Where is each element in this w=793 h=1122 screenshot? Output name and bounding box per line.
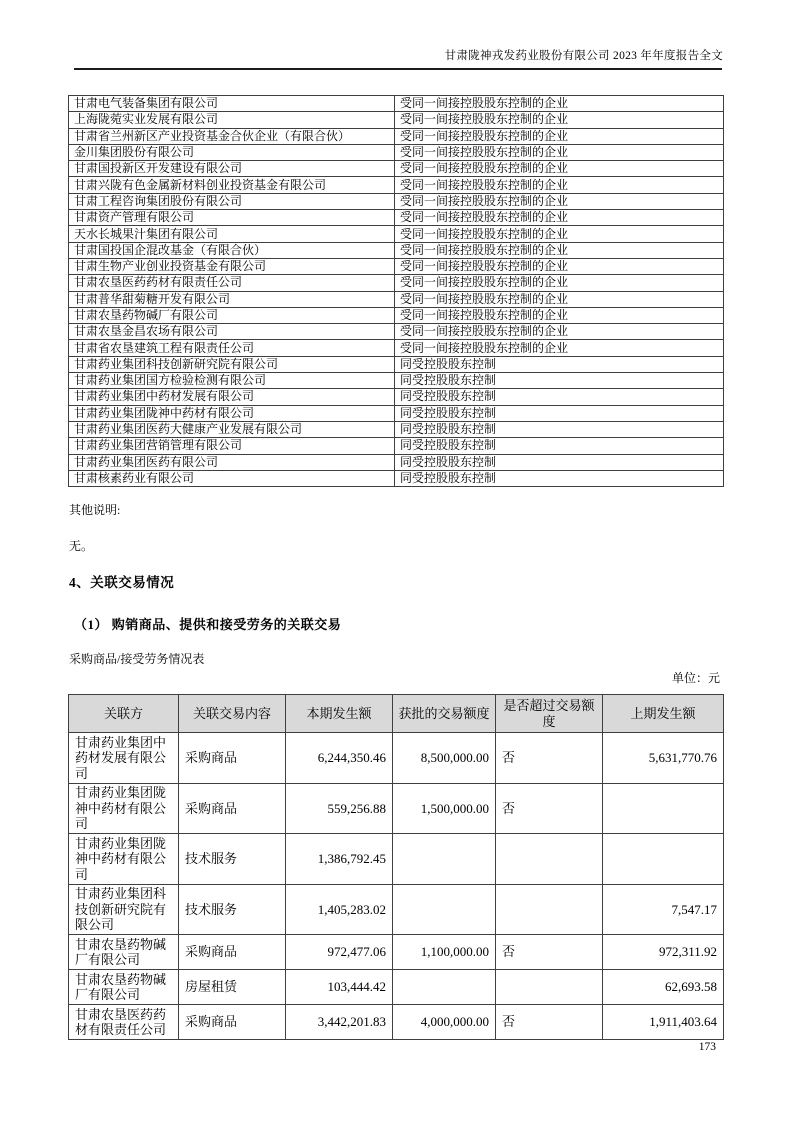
- related-party-name: 甘肃药业集团科技创新研究院有限公司: [69, 356, 395, 372]
- relationship-type: 同受控股股东控制: [395, 389, 724, 405]
- transaction-content: 技术服务: [179, 884, 286, 935]
- col-approved-limit: 获批的交易额度: [393, 695, 496, 733]
- section-heading: 4、关联交易情况: [69, 575, 175, 590]
- related-party-name: 甘肃工程咨询集团股份有限公司: [69, 193, 395, 209]
- exceeds-limit-flag: 否: [496, 783, 603, 834]
- unit-label: 单位：元: [671, 671, 720, 685]
- related-party-name: 甘肃药业集团医药大健康产业发展有限公司: [69, 421, 395, 437]
- relationship-type: 受同一间接控股股东控制的企业: [395, 96, 724, 112]
- transaction-content: 采购商品: [179, 783, 286, 834]
- related-party-name: 上海陇菀实业发展有限公司: [69, 112, 395, 128]
- table-row: [69, 935, 724, 970]
- other-notes-value: 无。: [69, 539, 94, 553]
- transaction-content: 采购商品: [179, 935, 286, 970]
- current-period-amount: 559,256.88: [286, 783, 393, 834]
- relationship-type: 受同一间接控股股东控制的企业: [395, 161, 724, 177]
- related-party-name: 甘肃农垦医药药材有限责任公司: [69, 1005, 179, 1040]
- relationship-type: 同受控股股东控制: [395, 421, 724, 437]
- table-row: [69, 438, 724, 454]
- relationship-type: 同受控股股东控制: [395, 356, 724, 372]
- relationship-type: 同受控股股东控制: [395, 405, 724, 421]
- related-party-name: 甘肃药业集团医药有限公司: [69, 454, 395, 470]
- related-party-name: 甘肃省兰州新区产业投资基金合伙企业（有限合伙）: [69, 128, 395, 144]
- current-period-amount: 6,244,350.46: [286, 733, 393, 784]
- table-row: [69, 210, 724, 226]
- table-row: [69, 144, 724, 160]
- transactions-header-row: [69, 695, 724, 733]
- related-party-name: 甘肃资产管理有限公司: [69, 210, 395, 226]
- related-party-name: 甘肃药业集团营销管理有限公司: [69, 438, 395, 454]
- related-party-name: 甘肃电气装备集团有限公司: [69, 96, 395, 112]
- related-party-name: 天水长城果汁集团有限公司: [69, 226, 395, 242]
- table-row: [69, 96, 724, 112]
- table-row: [69, 307, 724, 323]
- exceeds-limit-flag: 否: [496, 733, 603, 784]
- relationship-type: 受同一间接控股股东控制的企业: [395, 177, 724, 193]
- relationship-type: 受同一间接控股股东控制的企业: [395, 291, 724, 307]
- transaction-content: 房屋租赁: [179, 970, 286, 1005]
- relationship-type: 同受控股股东控制: [395, 470, 724, 486]
- table-row: [69, 373, 724, 389]
- prior-period-amount: [603, 783, 724, 834]
- page-number: 173: [698, 1041, 716, 1053]
- exceeds-limit-flag: 否: [496, 1005, 603, 1040]
- table-row: [69, 884, 724, 935]
- col-exceeds-limit: 是否超过交易额度: [496, 695, 603, 733]
- prior-period-amount: 5,631,770.76: [603, 733, 724, 784]
- table-row: [69, 733, 724, 784]
- current-period-amount: 972,477.06: [286, 935, 393, 970]
- transactions-table-head: [69, 695, 724, 733]
- approved-limit: [393, 834, 496, 885]
- related-party-name: 甘肃普华甜菊糖开发有限公司: [69, 291, 395, 307]
- current-period-amount: 3,442,201.83: [286, 1005, 393, 1040]
- prior-period-amount: 1,911,403.64: [603, 1005, 724, 1040]
- related-party-name: 甘肃兴陇有色金属新材料创业投资基金有限公司: [69, 177, 395, 193]
- header-rule: [74, 68, 722, 70]
- transactions-table-caption: 采购商品/接受劳务情况表: [69, 652, 205, 666]
- relationship-type: 受同一间接控股股东控制的企业: [395, 144, 724, 160]
- related-party-name: 甘肃国投新区开发建设有限公司: [69, 161, 395, 177]
- col-current-amount: 本期发生额: [286, 695, 393, 733]
- prior-period-amount: 972,311.92: [603, 935, 724, 970]
- related-party-name: 甘肃农垦药物碱厂有限公司: [69, 970, 179, 1005]
- table-row: [69, 226, 724, 242]
- relationship-type: 受同一间接控股股东控制的企业: [395, 307, 724, 323]
- table-row: [69, 405, 724, 421]
- table-row: [69, 356, 724, 372]
- prior-period-amount: 7,547.17: [603, 884, 724, 935]
- table-row: [69, 258, 724, 274]
- transaction-content: 采购商品: [179, 733, 286, 784]
- approved-limit: 1,100,000.00: [393, 935, 496, 970]
- related-party-name: 甘肃药业集团中药材发展有限公司: [69, 389, 395, 405]
- table-row: [69, 291, 724, 307]
- transaction-content: 技术服务: [179, 834, 286, 885]
- relationship-type: 同受控股股东控制: [395, 438, 724, 454]
- approved-limit: 4,000,000.00: [393, 1005, 496, 1040]
- table-row: [69, 275, 724, 291]
- other-notes-label: 其他说明:: [69, 503, 121, 517]
- exceeds-limit-flag: [496, 970, 603, 1005]
- relationship-type: 受同一间接控股股东控制的企业: [395, 193, 724, 209]
- table-row: [69, 454, 724, 470]
- related-party-name: 甘肃药业集团中药材发展有限公司: [69, 733, 179, 784]
- section-subheading: （1） 购销商品、提供和接受劳务的关联交易: [74, 617, 342, 632]
- table-row: [69, 389, 724, 405]
- related-party-name: 甘肃药业集团科技创新研究院有限公司: [69, 884, 179, 935]
- approved-limit: [393, 970, 496, 1005]
- table-row: [69, 470, 724, 486]
- related-parties-table: [68, 95, 724, 487]
- table-row: [69, 324, 724, 340]
- approved-limit: 1,500,000.00: [393, 783, 496, 834]
- related-party-name: 甘肃农垦药物碱厂有限公司: [69, 935, 179, 970]
- page-header-title: 甘肃陇神戎发药业股份有限公司 2023 年年度报告全文: [444, 50, 723, 62]
- relationship-type: 同受控股股东控制: [395, 454, 724, 470]
- approved-limit: 8,500,000.00: [393, 733, 496, 784]
- table-row: [69, 340, 724, 356]
- related-party-name: 甘肃农垦金昌农场有限公司: [69, 324, 395, 340]
- table-row: [69, 112, 724, 128]
- related-party-name: 甘肃药业集团陇神中药材有限公司: [69, 783, 179, 834]
- current-period-amount: 103,444.42: [286, 970, 393, 1005]
- table-row: [69, 783, 724, 834]
- transaction-content: 采购商品: [179, 1005, 286, 1040]
- related-party-name: 金川集团股份有限公司: [69, 144, 395, 160]
- relationship-type: 受同一间接控股股东控制的企业: [395, 340, 724, 356]
- relationship-type: 受同一间接控股股东控制的企业: [395, 324, 724, 340]
- related-party-name: 甘肃药业集团陇神中药材有限公司: [69, 834, 179, 885]
- approved-limit: [393, 884, 496, 935]
- related-party-name: 甘肃生物产业创业投资基金有限公司: [69, 258, 395, 274]
- relationship-type: 受同一间接控股股东控制的企业: [395, 226, 724, 242]
- table-row: [69, 242, 724, 258]
- related-party-name: 甘肃药业集团国方检验检测有限公司: [69, 373, 395, 389]
- exceeds-limit-flag: 否: [496, 935, 603, 970]
- current-period-amount: 1,386,792.45: [286, 834, 393, 885]
- table-row: [69, 161, 724, 177]
- relationship-type: 受同一间接控股股东控制的企业: [395, 112, 724, 128]
- related-party-name: 甘肃药业集团陇神中药材有限公司: [69, 405, 395, 421]
- col-prior-amount: 上期发生额: [603, 695, 724, 733]
- related-party-name: 甘肃省农垦建筑工程有限责任公司: [69, 340, 395, 356]
- related-parties-body: [69, 96, 724, 487]
- transactions-table-body: [69, 733, 724, 1040]
- col-transaction-content: 关联交易内容: [179, 695, 286, 733]
- table-row: [69, 128, 724, 144]
- table-row: [69, 193, 724, 209]
- table-row: [69, 970, 724, 1005]
- prior-period-amount: [603, 834, 724, 885]
- transactions-table: [68, 694, 724, 1040]
- table-row: [69, 421, 724, 437]
- relationship-type: 受同一间接控股股东控制的企业: [395, 242, 724, 258]
- relationship-type: 受同一间接控股股东控制的企业: [395, 275, 724, 291]
- related-party-name: 甘肃农垦医药药材有限责任公司: [69, 275, 395, 291]
- related-party-name: 甘肃农垦药物碱厂有限公司: [69, 307, 395, 323]
- related-party-name: 甘肃核素药业有限公司: [69, 470, 395, 486]
- relationship-type: 受同一间接控股股东控制的企业: [395, 258, 724, 274]
- prior-period-amount: 62,693.58: [603, 970, 724, 1005]
- relationship-type: 受同一间接控股股东控制的企业: [395, 210, 724, 226]
- relationship-type: 同受控股股东控制: [395, 373, 724, 389]
- table-row: [69, 834, 724, 885]
- table-row: [69, 1005, 724, 1040]
- related-party-name: 甘肃国投国企混改基金（有限合伙）: [69, 242, 395, 258]
- exceeds-limit-flag: [496, 834, 603, 885]
- table-row: [69, 177, 724, 193]
- current-period-amount: 1,405,283.02: [286, 884, 393, 935]
- exceeds-limit-flag: [496, 884, 603, 935]
- relationship-type: 受同一间接控股股东控制的企业: [395, 128, 724, 144]
- col-related-party: 关联方: [69, 695, 179, 733]
